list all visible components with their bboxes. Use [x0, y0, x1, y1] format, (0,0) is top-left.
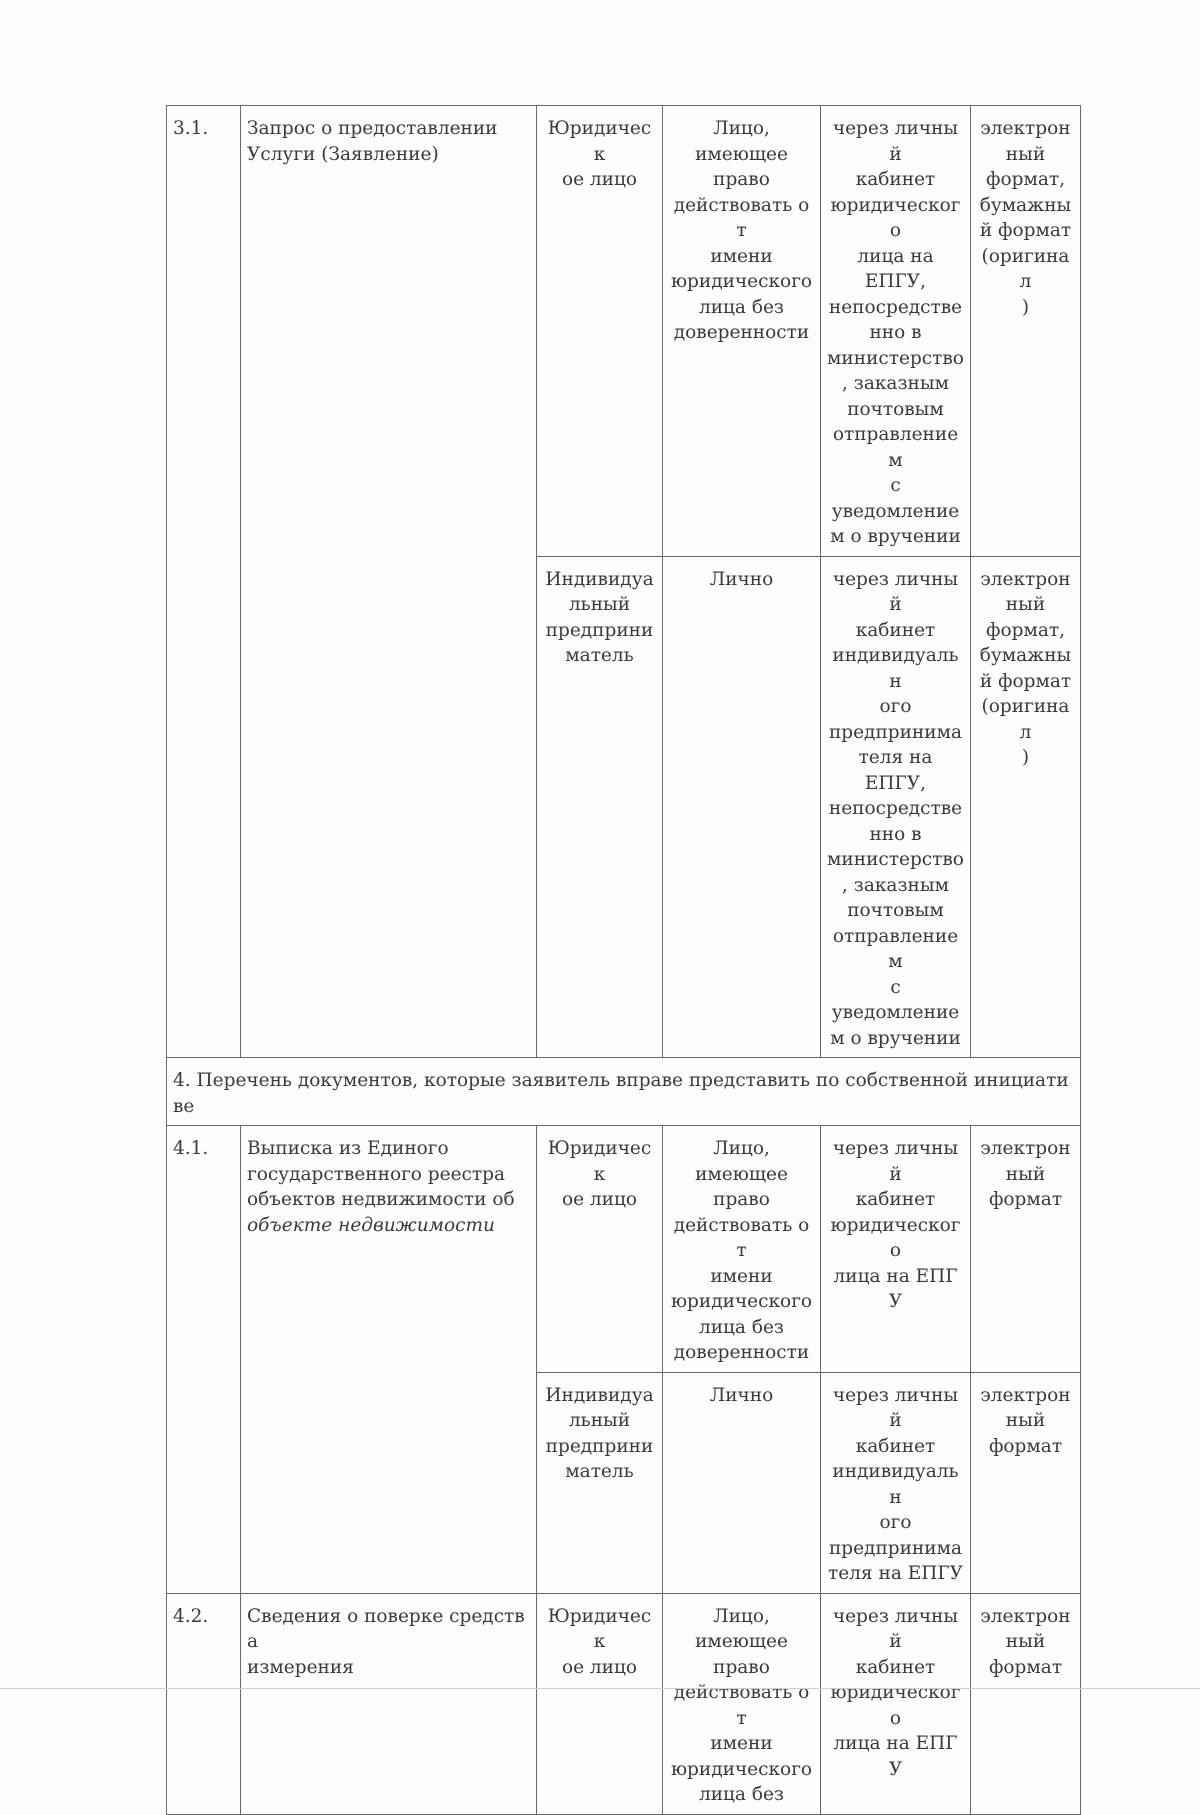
text-line: отправлением: [832, 424, 959, 471]
applicant-category: [537, 1126, 663, 1373]
table-row: [167, 106, 1081, 557]
submission-method: [821, 1126, 971, 1373]
text-line: через личный: [832, 568, 959, 615]
row-number: 4.2.: [167, 1593, 241, 1814]
text-line: доверенности: [673, 322, 810, 343]
text-line: Услуги (Заявление): [247, 143, 439, 165]
document-format: [971, 1126, 1081, 1373]
submission-method: [821, 556, 971, 1058]
text-line: ЕПГУ,: [864, 271, 927, 292]
text-line: нно в: [869, 823, 922, 845]
applicant-category: [537, 1593, 663, 1814]
text-line: кабинет: [855, 619, 936, 641]
text-line: электрон: [980, 568, 1071, 590]
text-line: ого: [879, 1512, 912, 1533]
text-line: , заказным: [841, 874, 949, 896]
text-line: электрон: [980, 1605, 1071, 1627]
text-line: предпринима: [828, 1537, 963, 1559]
document-format: [971, 1372, 1081, 1593]
text-line: министерство: [827, 347, 964, 369]
document-format: [971, 556, 1081, 1058]
text-line: с: [890, 475, 901, 496]
text-line: действовать от: [673, 1214, 810, 1261]
text-line: через личный: [832, 1138, 959, 1185]
document-name: [241, 1126, 537, 1594]
text-line: нно в: [869, 322, 922, 343]
text-line: через личный: [832, 1384, 959, 1431]
text-line: й формат: [979, 670, 1072, 692]
text-line: предпринима: [828, 721, 963, 743]
text-line: отправлением: [832, 925, 959, 972]
text-line: лица на: [857, 245, 934, 267]
text-line: министерство: [827, 849, 964, 870]
text-line: с: [890, 976, 901, 998]
text-line: формат,: [986, 619, 1065, 641]
text-line: имени: [710, 1733, 773, 1754]
text-line: матель: [565, 1461, 634, 1482]
text-line: ): [1021, 747, 1030, 768]
documents-table: [166, 105, 1081, 1815]
section-heading: 4. Перечень документов, которые заявитель вправе представить по собственной инициативе: [167, 1058, 1081, 1126]
text-line: ный: [1005, 143, 1046, 165]
text-line: уведомление: [831, 500, 960, 522]
page-edge-divider: [0, 1688, 1200, 1689]
applicant-representative: [663, 1126, 821, 1373]
text-line: непосредстве: [828, 798, 963, 819]
text-line: бумажны: [979, 194, 1072, 216]
text-line: государственного реестра: [247, 1163, 506, 1185]
applicant-category: [537, 1372, 663, 1593]
text-line: право: [713, 169, 770, 190]
text-line: ЕПГУ,: [864, 772, 927, 794]
text-line: лица на ЕПГУ: [833, 1733, 958, 1780]
row-number: 3.1.: [167, 106, 241, 1058]
text-line: Запрос о предоставлении: [247, 118, 498, 139]
text-line: бумажны: [979, 645, 1072, 666]
text-line: доверенности: [673, 1342, 810, 1363]
text-line: почтовым: [847, 398, 944, 420]
text-line: имеющее: [695, 1631, 788, 1652]
text-line: Лично: [709, 568, 774, 590]
text-line: Юридическ: [547, 1138, 652, 1185]
applicant-representative: [663, 106, 821, 557]
text-line: ный: [1005, 1410, 1046, 1431]
text-line: формат,: [986, 169, 1065, 190]
submission-method: [821, 1372, 971, 1593]
text-line: объекте недвижимости: [247, 1214, 495, 1236]
text-line: Выписка из Единого: [247, 1138, 449, 1159]
text-line: формат: [988, 1435, 1063, 1457]
text-line: льный: [568, 594, 631, 615]
text-line: юридического: [830, 1682, 961, 1729]
text-line: Индивидуа: [545, 1384, 654, 1406]
text-line: электрон: [980, 1384, 1071, 1406]
text-line: действовать от: [673, 194, 810, 241]
text-line: имеющее: [695, 1163, 788, 1185]
table-row: [167, 1058, 1081, 1126]
text-line: почтовым: [847, 900, 944, 921]
applicant-representative: [663, 1372, 821, 1593]
text-line: формат: [988, 1189, 1063, 1210]
text-line: юридического: [830, 194, 961, 241]
text-line: кабинет: [855, 1656, 936, 1678]
text-line: Лицо,: [713, 1605, 770, 1627]
text-line: теля на ЕПГУ: [828, 1563, 963, 1584]
text-line: право: [713, 1656, 770, 1678]
text-line: лица без: [698, 1316, 785, 1338]
text-line: юридического: [670, 271, 813, 292]
applicant-category: [537, 106, 663, 557]
text-line: формат: [988, 1656, 1063, 1678]
table-row: [167, 1126, 1081, 1373]
document-name: [241, 1593, 537, 1814]
text-line: через личный: [832, 118, 959, 165]
text-line: Юридическ: [547, 1605, 652, 1652]
text-line: ое лицо: [561, 1189, 638, 1210]
text-line: непосредстве: [828, 296, 963, 318]
submission-method: [821, 106, 971, 557]
text-line: м о вручении: [830, 1027, 961, 1049]
text-line: электрон: [980, 1138, 1071, 1159]
text-line: , заказным: [841, 373, 949, 394]
text-line: ный: [1005, 594, 1046, 615]
text-line: Сведения о поверке средства: [247, 1605, 525, 1652]
text-line: ): [1021, 296, 1030, 318]
text-line: измерения: [247, 1656, 354, 1678]
text-line: юридического: [670, 1758, 813, 1780]
text-line: кабинет: [855, 1435, 936, 1457]
text-line: имени: [710, 1265, 773, 1287]
text-line: право: [713, 1189, 770, 1210]
applicant-representative: [663, 1593, 821, 1814]
text-line: юридического: [670, 1291, 813, 1312]
text-line: уведомление: [831, 1002, 960, 1023]
table-row: [167, 1593, 1081, 1814]
document-format: [971, 1593, 1081, 1814]
text-line: индивидуальн: [832, 1461, 959, 1508]
text-line: ого: [879, 696, 912, 717]
text-line: объектов недвижимости об: [247, 1189, 515, 1210]
text-line: Индивидуа: [545, 568, 654, 590]
text-line: имени: [710, 245, 773, 267]
text-line: предприни: [545, 1435, 654, 1457]
text-line: через личный: [832, 1605, 959, 1652]
text-line: кабинет: [855, 169, 936, 190]
text-line: льный: [568, 1410, 631, 1431]
applicant-category: [537, 556, 663, 1058]
text-line: лица без: [698, 1784, 785, 1805]
text-line: имеющее: [695, 143, 788, 165]
text-line: индивидуальн: [832, 645, 959, 692]
text-line: Юридическ: [547, 118, 652, 165]
text-line: ный: [1005, 1163, 1046, 1185]
text-line: Лично: [709, 1384, 774, 1406]
text-line: ный: [1005, 1631, 1046, 1652]
text-line: м о вручении: [830, 526, 961, 547]
text-line: кабинет: [855, 1189, 936, 1210]
text-line: лица на ЕПГУ: [833, 1265, 958, 1312]
text-line: электрон: [980, 118, 1071, 139]
text-line: ое лицо: [561, 1656, 638, 1678]
text-line: лица без: [698, 296, 785, 318]
document-name: [241, 106, 537, 1058]
text-line: (оригинал: [981, 696, 1070, 743]
submission-method: [821, 1593, 971, 1814]
text-line: ое лицо: [561, 169, 638, 190]
text-line: й формат: [979, 220, 1072, 241]
text-line: теля на: [858, 747, 933, 768]
text-line: матель: [565, 645, 634, 666]
applicant-representative: [663, 556, 821, 1058]
text-line: юридического: [830, 1214, 961, 1261]
text-line: (оригинал: [981, 245, 1070, 292]
text-line: предприни: [545, 619, 654, 641]
row-number: 4.1.: [167, 1126, 241, 1594]
text-line: действовать от: [673, 1682, 810, 1729]
text-line: Лицо,: [713, 118, 770, 139]
document-format: [971, 106, 1081, 557]
text-line: Лицо,: [713, 1138, 770, 1159]
